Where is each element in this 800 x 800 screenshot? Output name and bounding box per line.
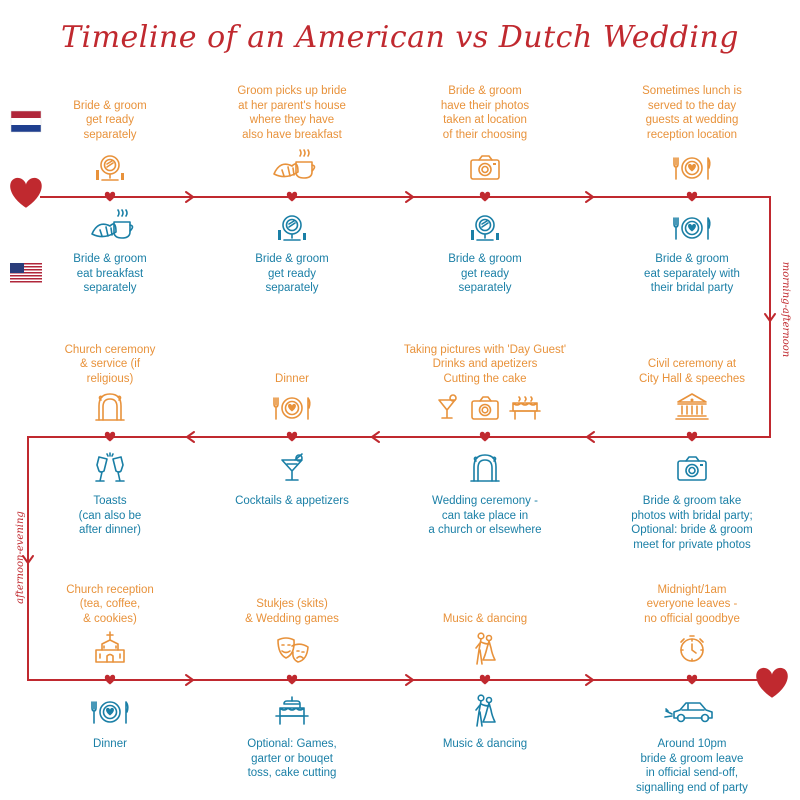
timeline-heart — [480, 192, 490, 202]
american-event-text: Music & dancing — [442, 738, 528, 750]
timeline-heart — [687, 432, 697, 442]
dutch-event-text: Bride & groom get ready separately — [73, 99, 147, 141]
cake-icon — [276, 697, 308, 724]
american-event-text: Cocktails & appetizers — [235, 495, 349, 507]
champagne-icon — [96, 453, 124, 481]
dutch-event-text: Taking pictures with 'Day Guest' Drinks and apetizers Cutting the cake — [403, 343, 567, 385]
dutch-event-text: Midnight/1am everyone leaves - no official goodbye — [644, 583, 740, 625]
end-heart-icon — [756, 668, 788, 698]
american-event-text: Bride & groom take photos with bridal party; Optional: bride & groom meet for private photos — [631, 495, 753, 551]
timeline-heart — [480, 432, 490, 442]
timeline-heart — [687, 675, 697, 685]
dutch-event-text: Sometimes lunch is served to the day guests at wedding reception location — [642, 85, 742, 141]
church-icon — [96, 632, 124, 662]
cocktail-icon — [282, 454, 302, 480]
mirror-icon — [278, 216, 306, 240]
theater-masks-icon — [278, 638, 308, 662]
dutch-event-text: Dinner — [275, 372, 309, 385]
page-title: Timeline of an American vs Dutch Wedding — [60, 20, 740, 55]
timeline-heart — [105, 192, 115, 202]
timeline-heart — [287, 192, 297, 202]
dutch-event-text: Stukjes (skits) & Wedding games — [245, 598, 339, 625]
american-event-text: Optional: Games, garter or bouqet toss, cake cutting — [247, 738, 337, 779]
dancing-couple-icon — [476, 695, 495, 726]
american-event-text: Toasts (can also be after dinner) — [78, 495, 142, 536]
start-heart-icon — [10, 178, 42, 208]
timeline-heart — [105, 675, 115, 685]
timeline-heart — [287, 675, 297, 685]
timeline-heart — [287, 432, 297, 442]
breakfast-icon — [274, 150, 315, 178]
dutch-event-text: Church reception (tea, coffee, & cookies) — [66, 583, 154, 625]
dancing-couple-icon — [476, 633, 495, 664]
timeline-heart — [480, 675, 490, 685]
arch-icon — [96, 394, 124, 420]
dutch-event-text: Bride & groom have their photos taken at location of their choosing — [440, 85, 530, 141]
clock-icon — [681, 636, 703, 661]
american-event-text: Bride & groom eat breakfast separately — [73, 253, 147, 294]
getaway-car-icon — [665, 703, 712, 722]
drinks-camera-cake-icon — [439, 395, 540, 419]
timeline-heart — [105, 432, 115, 442]
city-hall-icon — [676, 394, 708, 419]
american-event-text: Dinner — [93, 738, 127, 750]
mirror-icon — [471, 216, 499, 240]
camera-icon — [471, 156, 499, 179]
american-event-text: Around 10pm bride & groom leave in official send-off, signalling end of party — [636, 738, 748, 794]
american-event-text: Bride & groom eat separately with their bridal party — [644, 253, 740, 294]
side-label-morning-afternoon: morning-afternoon — [780, 261, 792, 358]
american-event-text: Bride & groom get ready separately — [448, 253, 522, 294]
plate-icon — [274, 398, 310, 419]
mirror-icon — [96, 156, 124, 180]
breakfast-icon — [92, 210, 133, 238]
dutch-event-text: Music & dancing — [442, 612, 528, 625]
american-event-text: Wedding ceremony - can take place in a church or elsewhere — [428, 495, 542, 536]
arch-icon — [471, 455, 499, 481]
side-label-afternoon-evening: afternoon-evening — [14, 511, 26, 604]
dutch-event-text: Church ceremony & service (if religious) — [64, 343, 156, 385]
plate-icon — [92, 702, 128, 723]
plate-icon — [674, 158, 710, 179]
timeline-heart — [687, 192, 697, 202]
dutch-event-text: Groom picks up bride at her parent's house where they have also have breakfast — [237, 85, 347, 141]
plate-icon — [674, 218, 710, 239]
american-event-text: Bride & groom get ready separately — [255, 253, 329, 294]
dutch-event-text: Civil ceremony at City Hall & speeches — [638, 358, 746, 385]
camera-icon — [678, 457, 706, 480]
